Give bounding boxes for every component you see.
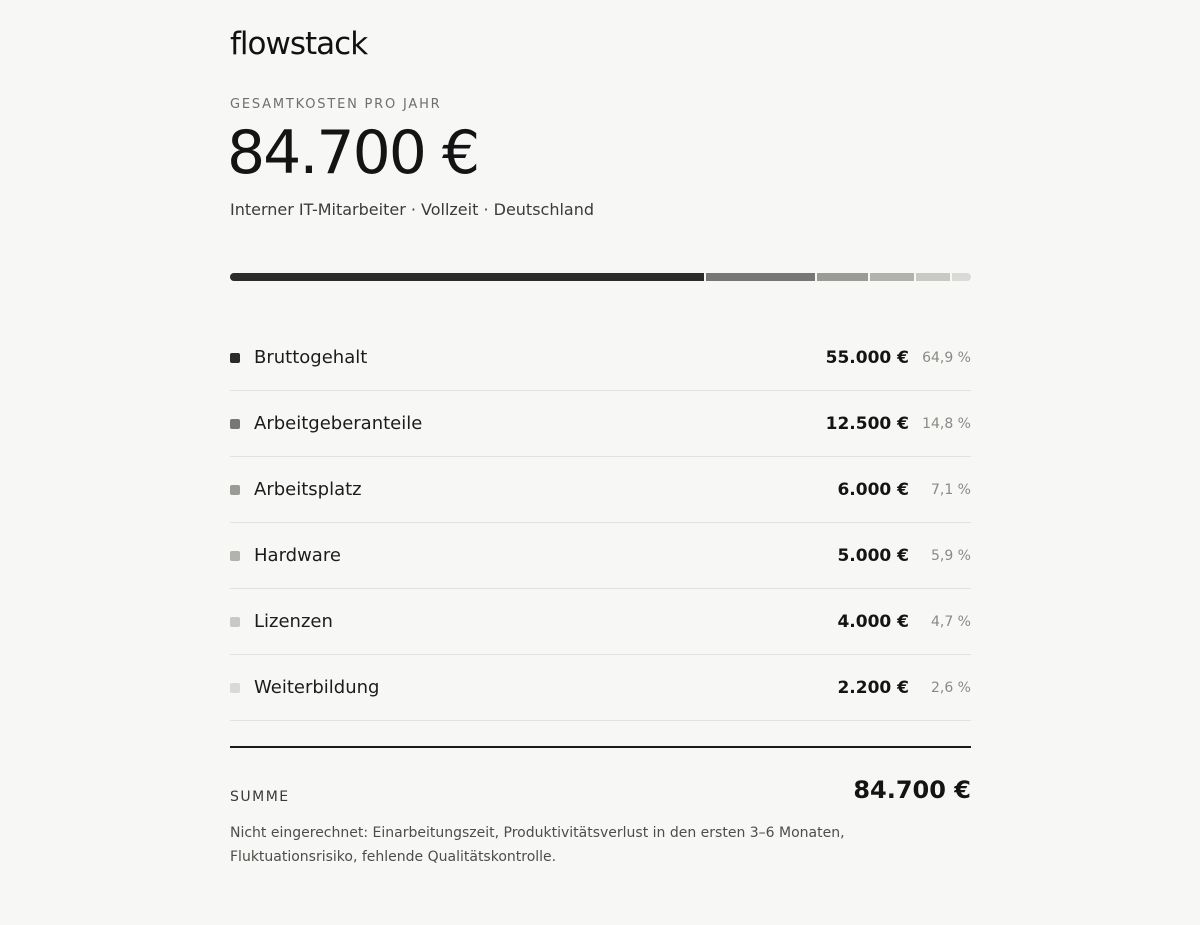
cost-row-percent: 4,7 % xyxy=(930,613,971,630)
cost-row xyxy=(230,391,971,457)
bar-segment xyxy=(230,273,704,281)
legend-swatch-icon xyxy=(230,683,240,693)
legend-swatch-icon xyxy=(230,353,240,363)
cost-row-amount: 4.000 € xyxy=(837,611,909,632)
total-cost-kicker: GESAMTKOSTEN PRO JAHR xyxy=(230,97,442,112)
bar-segment xyxy=(952,273,971,281)
bar-segment xyxy=(870,273,913,281)
bar-segment xyxy=(817,273,869,281)
cost-row xyxy=(230,523,971,589)
cost-row-percent: 14,8 % xyxy=(922,415,971,432)
sum-value: 84.700 € xyxy=(853,776,971,804)
cost-row-percent: 5,9 % xyxy=(930,547,971,564)
cost-row-percent: 64,9 % xyxy=(922,349,971,366)
cost-row-amount: 2.200 € xyxy=(837,677,909,698)
cost-row-amount: 5.000 € xyxy=(837,545,909,566)
cost-row-label: Arbeitgeberanteile xyxy=(254,413,423,434)
cost-row-label: Arbeitsplatz xyxy=(254,479,362,500)
cost-row xyxy=(230,457,971,523)
bar-segment xyxy=(916,273,950,281)
cost-row-amount: 6.000 € xyxy=(837,479,909,500)
cost-breakdown-list xyxy=(230,325,971,721)
role-description: Interner IT-Mitarbeiter · Vollzeit · Deutschland xyxy=(230,200,595,219)
legend-swatch-icon xyxy=(230,485,240,495)
exclusions-note: Nicht eingerechnet: Einarbeitungszeit, Produktivitätsverlust in den ersten 3–6 Monaten, Fluktuationsrisiko, fehlende Qualitätskontrolle. xyxy=(230,825,845,865)
cost-row-label: Hardware xyxy=(254,545,341,566)
cost-row-amount: 55.000 € xyxy=(825,347,909,368)
legend-swatch-icon xyxy=(230,617,240,627)
sum-label: SUMME xyxy=(230,789,290,805)
cost-row xyxy=(230,655,971,721)
brand-logo[interactable]: flowstack xyxy=(230,26,368,62)
cost-row-label: Lizenzen xyxy=(254,611,333,632)
cost-row-label: Weiterbildung xyxy=(254,677,380,698)
cost-row-percent: 2,6 % xyxy=(930,679,971,696)
cost-row xyxy=(230,325,971,391)
cost-row-amount: 12.500 € xyxy=(825,413,909,434)
cost-row xyxy=(230,589,971,655)
legend-swatch-icon xyxy=(230,419,240,429)
cost-row-label: Bruttogehalt xyxy=(254,347,368,368)
cost-distribution-bar xyxy=(230,273,971,281)
bar-segment xyxy=(706,273,814,281)
legend-swatch-icon xyxy=(230,551,240,561)
cost-row-percent: 7,1 % xyxy=(930,481,971,498)
total-cost-value: 84.700 € xyxy=(227,118,479,188)
summary-divider xyxy=(230,746,971,748)
